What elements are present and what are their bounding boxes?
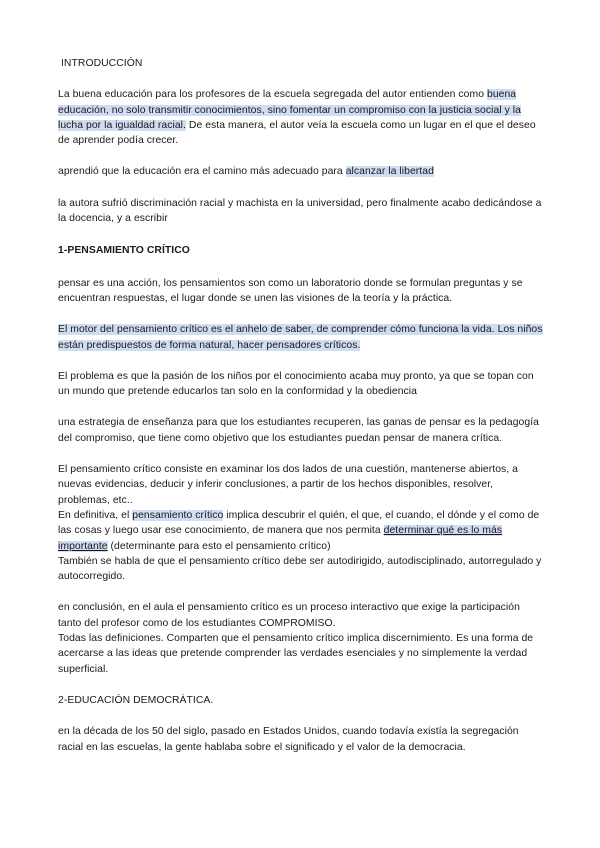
paragraph-thinking-action: pensar es una acción, los pensamientos son como un laboratorio donde se formulan preguntas y se encuentran respuestas, el lugar donde se unen las visiones de la teoría y la práctica. bbox=[58, 277, 523, 304]
highlighted-text: buena educación, no solo transmitir conocimientos, sino fomentar un compromiso con la justicia social y la lucha por la igualdad racial. bbox=[58, 89, 521, 131]
paragraph-critical-definition: El pensamiento crítico consiste en examinar los dos lados de una cuestión, mantenerse abiertos, a nuevas evidencias, deducir y inferir conclusiones, a partir de los hechos disponibles, resolver, problemas, etc.. bbox=[58, 464, 518, 506]
document-body bbox=[58, 56, 546, 755]
paragraph-freedom bbox=[58, 164, 546, 179]
text-run: De esta manera, el autor veía la escuela como un lugar en el que el deseo de aprender podía crecer. bbox=[58, 119, 536, 147]
highlighted-text: alcanzar la libertad bbox=[345, 166, 434, 178]
text-run: (determinante para esto el pensamiento crítico) bbox=[107, 540, 331, 552]
paragraph-definitions: Todas las definiciones. Comparten que el pensamiento crítico implica discernimiento. Es una forma de acercarse a las ideas que pretende comprender las verdades esenciales y no simplemente la verdad superficial. bbox=[58, 633, 534, 675]
text-run: implica descubrir el quién, el que, el cuando, el dónde y el como de las cosas y luego usar ese conocimiento, de manera que nos permita bbox=[58, 509, 540, 537]
underlined-highlighted-text: determinar qué es lo más importante bbox=[58, 525, 503, 552]
text-run: La buena educación para los profesores de la escuela segregada del autor entienden como bbox=[58, 89, 487, 101]
paragraph-in-summary bbox=[58, 508, 546, 554]
paragraph-children-passion: El problema es que la pasión de los niños por el conocimiento acaba muy pronto, ya que se topan con un mundo que pretende educarlos tan solo en la conformidad y la obediencia bbox=[58, 370, 534, 398]
text-run: aprendió que la educación era el camino más adecuado para bbox=[58, 166, 346, 178]
intro-heading: INTRODUCCIÓN bbox=[61, 58, 143, 69]
section-heading-democratic-education: 2-EDUCACIÓN DEMOCRÁTICA. bbox=[58, 694, 214, 706]
paragraph-fifties: en la década de los 50 del siglo, pasado en Estados Unidos, cuando todavía existía la segregación racial en las escuelas, la gente hablaba sobre el significado y el valor de la democracia. bbox=[58, 726, 519, 753]
paragraph-intro-education bbox=[58, 87, 546, 148]
paragraph-author-discrimination: la autora sufrió discriminación racial y machista en la universidad, pero finalmente acabo dedicándose a la docencia, y a escribir bbox=[58, 197, 542, 225]
paragraph-teaching-strategy: una estrategia de enseñanza para que los estudiantes recuperen, las ganas de pensar es la pedagogía del compromiso, que tiene como objetivo que los estudiantes puedan pensar de manera crítica. bbox=[58, 417, 539, 444]
paragraph-self-directed: También se habla de que el pensamiento crítico debe ser autodirigido, autodisciplinado, autorregulado y autocorregido. bbox=[58, 555, 542, 583]
highlighted-text: El motor del pensamiento crítico es el anhelo de saber, de comprender cómo funciona la vida. Los niños están predispuestos de forma natural, hacer pensadores críticos. bbox=[58, 324, 543, 351]
paragraph-critical-motor bbox=[58, 322, 546, 353]
section-heading-critical-thinking: 1-PENSAMIENTO CRÍTICO bbox=[58, 245, 190, 257]
text-run: En definitiva, el bbox=[58, 509, 133, 521]
highlighted-text: pensamiento crítico bbox=[132, 509, 224, 521]
paragraph-conclusion: en conclusión, en el aula el pensamiento crítico es un proceso interactivo que exige la participación tanto del profesor como de los estudiantes COMPROMISO. bbox=[58, 602, 520, 629]
